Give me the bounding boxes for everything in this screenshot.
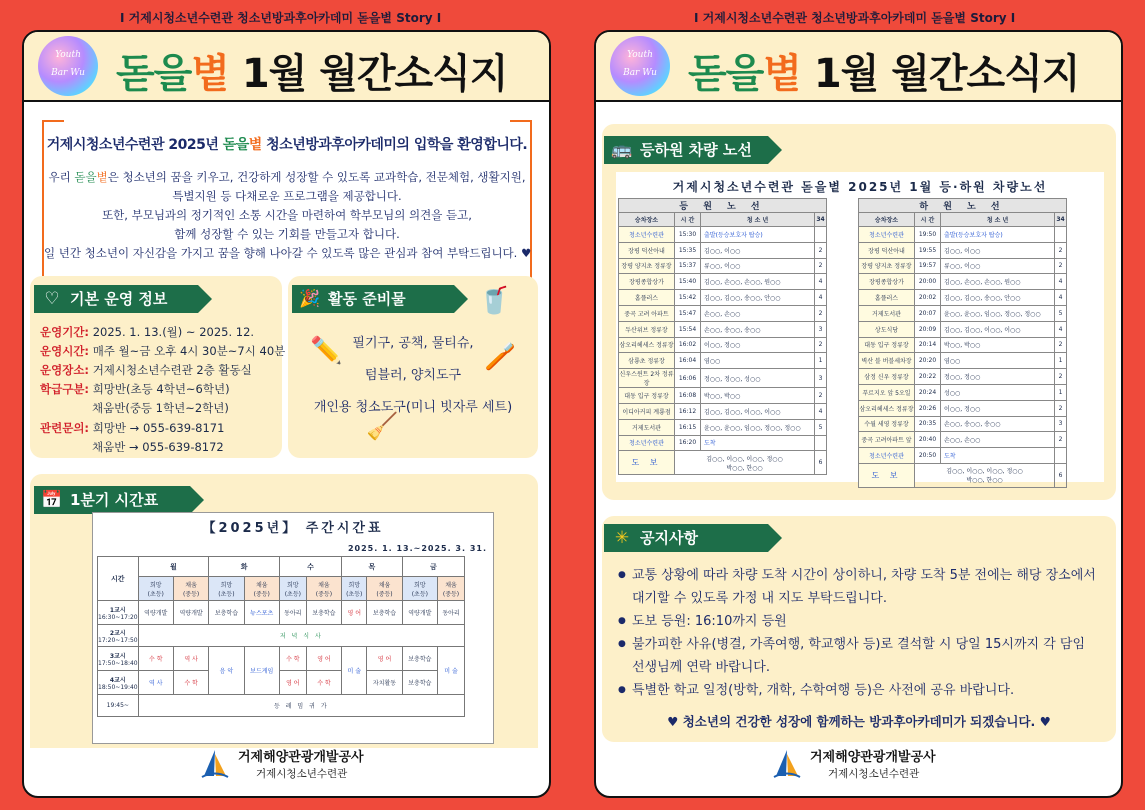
- closing-message: ♥ 청소년의 건강한 성장에 함께하는 방과후아카데미가 되겠습니다. ♥: [667, 714, 1051, 729]
- welcome-heading: 거제시청소년수련관 2025년 돋을볕 청소년방과후아카데미의 입학을 환영합니다.: [46, 137, 528, 153]
- broom-icon: 🧹: [366, 412, 399, 442]
- route-row: 삼오리헤세스 정류장 16:02 이○○, 정○○ 2: [619, 337, 827, 353]
- basic-info-card: [30, 276, 286, 458]
- basic-info-tag: ♡ 기본 운영 정보: [34, 285, 198, 313]
- route-row: 장평 덕산아내 19:55 김○○, 이○○ 2: [859, 242, 1067, 258]
- page-title: 돋을볕 1월 월간소식지: [688, 51, 1080, 97]
- route-row: 삼오리헤세스 정류장 20:26 이○○, 정○○ 2: [859, 400, 1067, 416]
- weekly-timetable: [92, 512, 494, 744]
- supplies-line3: 개인용 청소도구(미니 빗자루 세트): [313, 400, 513, 415]
- top-banner: I 거제시청소년수련관 청소년방과후아카데미 돋을볕 Story I: [694, 11, 1016, 25]
- footer: [596, 742, 1121, 786]
- info-contact-2: 채움반 → 055-639-8172: [92, 440, 224, 454]
- info-class-2: 채움반(중등 1학년~2학년): [92, 401, 229, 415]
- timetable-title: 【2025년】 주간시간표: [202, 521, 384, 536]
- supplies-tag: 🎉 활동 준비물: [292, 285, 454, 313]
- route-row: 이디아커피 계룡점 16:12 김○○, 김○○, 이○○, 이○○ 4: [619, 403, 827, 419]
- header: [24, 32, 549, 102]
- route-row: 푸르지오 앞 5오일 20:24 성○○ 1: [859, 384, 1067, 400]
- calendar-icon: 📅: [41, 490, 63, 510]
- route-row: 청소년수련관 16:20 도착: [619, 435, 827, 451]
- right-page: [594, 30, 1123, 798]
- center-name: 거제시청소년수련관: [828, 768, 920, 780]
- route-card: [602, 124, 1116, 500]
- welcome-body: 우리 돋을볕은 청소년의 꿈을 키우고, 건강하게 성장할 수 있도록 교과학습, 전문체험, 생활지원, 특별지원 등 다채로운 프로그램을 제공합니다. 또한, 부모님과의 정기적인 소통 시간을 마련하여 학부모님의 의견을 듣고, 함께 성장할 수 있는 기회를 만들고자 합니다. 일 년간 청소년이 자신감을 가지고 꿈을 향해 나아갈 수 있도록 많은 관심과 참여 부탁드립니다. ♥: [44, 170, 532, 260]
- center-name: 거제시청소년수련관: [256, 768, 348, 780]
- header: [596, 32, 1121, 102]
- company-logo: [200, 746, 230, 780]
- company-logo: [772, 746, 802, 780]
- route-row: 청소년수련관 15:30 출발(등승보호자 탑승): [619, 227, 827, 243]
- route-row: 장평 양지초 정류장 15:37 류○○, 이○○ 2: [619, 258, 827, 274]
- sparkle-icon: ✳: [614, 528, 630, 548]
- dropoff-table: 하 원 노 선 승차장소 시 간 청 소 년 34 청소년수련관 19:50 출발(등승보호자 탑승) 장평 덕산아내 19:55 김○○, 이○○ 2 장평 양지초 정류장 19:57 류○○, 이○○ 2 장평종합상가 20:00 김○○, 손○○, 손○○, 원○○ 4 홈플러스 20:02 김○○, 김○○, 송○○, 안○○ 4 거제도서관 20:07 윤○○, 윤○○, 임○○, 정○○, 정○○ 5 상도식당 20:09 김○○, 김○○, 이○○, 이○○ 4 대동 입구 정류장 20:14 박○○, 박○○ 2 벽산 블 버블세차장 20:20 염○○ 1 삼정 신우 정류장 20:22 정○○, 정○○ 2 푸르지오 앞 5오일 20:24 성○○ 1 삼오리헤세스 정류장 20:26 이○○, 정○○ 2 수월 세영 정류장 20:35 손○○, 송○○, 송○○ 3 중곡 고려아파트 앞 20:40 손○○, 손○○ 2 청소년수련관 20:50 도착 도 보 김○○, 이○○, 이○○, 정○○ 박○○, 한○○ 6: [858, 198, 1067, 488]
- company-name: 거제해양관광개발공사: [810, 750, 936, 765]
- timetable-grid: 시간 월 화 수 목 금 희망 (초등) 채움 (중등) 희망 (초등) 채움 (중등) 희망 (초등) 채움 (중등) 희망 (초등) 채움 (중등) 희망 (초등) 채움 (중등) 1교시 16:30~17:20 역량개발 역량개발 보충학습 뉴스포츠 동아리 보충학습 영 어 보충학습 역량개발 동아리 2교시 17:20~17:50 저 녁 식 사 3교시 17:50~18:40 수 학 역 사 음 악 보드게임 수 학 영 어 미 술 영 어 보충학습 미 술 4교시 18:50~19:40 역 사 수 학 영 어 수 학 자치활동 보충학습 19:45~ 등 레 밈 귀 가: [97, 556, 465, 717]
- route-row: 청소년수련관 20:50 도착: [859, 448, 1067, 464]
- route-row: 상도식당 20:09 김○○, 김○○, 이○○, 이○○ 4: [859, 321, 1067, 337]
- route-row: 홈플러스 15:42 김○○, 김○○, 송○○, 안○○ 4: [619, 290, 827, 306]
- route-table: [616, 172, 1104, 485]
- heart-icon: ♡: [44, 289, 60, 309]
- route-row: 거제도서관 20:07 윤○○, 윤○○, 임○○, 정○○, 정○○ 5: [859, 305, 1067, 321]
- route-row: 신우스윈트 2차 정류장 16:06 정○○, 정○○, 성○○ 3: [619, 369, 827, 388]
- notice-item: ● 도보 등원: 16:10까지 등원: [618, 610, 1118, 633]
- tumbler-icon: 🥤: [478, 286, 511, 316]
- toothbrush-icon: 🪥: [484, 342, 517, 372]
- route-row: 장평 양지초 정류장 19:57 류○○, 이○○ 2: [859, 258, 1067, 274]
- route-row: 삼정 신우 정류장 20:22 정○○, 정○○ 2: [859, 369, 1067, 385]
- pickup-table: 등 원 노 선 승차장소 시 간 청 소 년 34 청소년수련관 15:30 출발(등승보호자 탑승) 장평 덕산아내 15:35 김○○, 이○○ 2 장평 양지초 정류장 15:37 류○○, 이○○ 2 장평종합상가 15:40 김○○, 손○○, 손○○, 원○○ 4 홈플러스 15:42 김○○, 김○○, 송○○, 안○○ 4 중곡 고려 아파트 15:47 손○○, 손○○ 2 두산위브 정류장 15:54 손○○, 송○○, 송○○ 3 삼오리헤세스 정류장 16:02 이○○, 정○○ 2 삼룡초 정류장 16:04 염○○ 1 신우스윈트 2차 정류장 16:06 정○○, 정○○, 성○○ 3 대동 입구 정류장 16:08 박○○, 박○○ 2 이디아커피 계룡점 16:12 김○○, 김○○, 이○○, 이○○ 4 거제도서관 16:15 윤○○, 윤○○, 임○○, 정○○, 정○○ 5 청소년수련관 16:20 도착 도 보 김○○, 이○○, 이○○, 정○○ 박○○, 한○○ 6: [618, 198, 827, 475]
- info-place: 운영장소: 거제시청소년수련관 2층 활동실: [40, 363, 252, 377]
- timetable-date: 2025. 1. 13.~2025. 3. 31.: [347, 544, 487, 553]
- supplies-line2: 텀블러, 양치도구: [364, 368, 462, 383]
- route-row: 중곡 고려아파트 앞 20:40 손○○, 손○○ 2: [859, 432, 1067, 448]
- info-hours: 운영시간: 매주 월~금 오후 4시 30분~7시 40분: [40, 344, 286, 358]
- notice-card: [602, 516, 1116, 742]
- supplies-line1: 필기구, 공책, 물티슈,: [352, 336, 474, 351]
- route-row: 홈플러스 20:02 김○○, 김○○, 송○○, 안○○ 4: [859, 290, 1067, 306]
- route-row: 장평 덕산아내 15:35 김○○, 이○○ 2: [619, 242, 827, 258]
- timetable-card: [30, 474, 538, 748]
- route-title: 거제시청소년수련관 돋을볕 2025년 1월 등·하원 차량노선: [672, 180, 1048, 194]
- route-row: 대동 입구 정류장 20:14 박○○, 박○○ 2: [859, 337, 1067, 353]
- route-row: 장평종합상가 15:40 김○○, 손○○, 손○○, 원○○ 4: [619, 274, 827, 290]
- notice-list: [618, 564, 1118, 702]
- company-name: 거제해양관광개발공사: [238, 750, 364, 765]
- timetable-tag: 📅 1분기 시간표: [34, 486, 190, 514]
- route-row: 벽산 블 버블세차장 20:20 염○○ 1: [859, 353, 1067, 369]
- route-row: 청소년수련관 19:50 출발(등승보호자 탑승): [859, 227, 1067, 243]
- notice-tag: ✳ 공지사항: [604, 524, 768, 552]
- route-row: 대동 입구 정류장 16:08 박○○, 박○○ 2: [619, 388, 827, 404]
- youth-logo: Youth Bar Wu: [610, 36, 670, 96]
- notice-item: ● 불가피한 사유(병결, 가족여행, 학교행사 등)로 결석할 시 당일 15시까지 각 담임 선생님께 연락 바랍니다.: [618, 633, 1118, 679]
- welcome-box: [42, 120, 532, 288]
- info-period: 운영기간: 2025. 1. 13.(월) ~ 2025. 12.: [40, 325, 255, 339]
- youth-logo: Youth Bar Wu: [38, 36, 98, 96]
- route-row: 삼룡초 정류장 16:04 염○○ 1: [619, 353, 827, 369]
- pencil-case-icon: ✏️: [310, 336, 343, 366]
- info-class: 학급구분: 희망반(초등 4학년~6학년): [40, 382, 230, 396]
- route-row: 두산위브 정류장 15:54 손○○, 송○○, 송○○ 3: [619, 321, 827, 337]
- top-banner: I 거제시청소년수련관 청소년방과후아카데미 돋을볕 Story I: [120, 11, 442, 25]
- left-page: [22, 30, 551, 798]
- route-row: 거제도서관 16:15 윤○○, 윤○○, 임○○, 정○○, 정○○ 5: [619, 419, 827, 435]
- info-contact: 관련문의: 희망반 → 055-639-8171: [40, 421, 225, 435]
- notice-item: ● 특별한 학교 일정(방학, 개학, 수학여행 등)은 사전에 공유 바랍니다.: [618, 679, 1118, 702]
- route-tag: 🚌 등하원 차량 노선: [604, 136, 768, 164]
- supplies-card: [288, 276, 538, 458]
- route-row: 중곡 고려 아파트 15:47 손○○, 손○○ 2: [619, 305, 827, 321]
- route-walk-row: 도 보 김○○, 이○○, 이○○, 정○○ 박○○, 한○○ 6: [619, 451, 827, 475]
- notice-item: ● 교통 상황에 따라 차량 도착 시간이 상이하니, 차량 도착 5분 전에는 해당 장소에서 대기할 수 있도록 가정 내 지도 부탁드립니다.: [618, 564, 1118, 610]
- bus-icon: 🚌: [611, 140, 633, 160]
- footer: [24, 742, 549, 786]
- party-popper-icon: 🎉: [299, 289, 321, 309]
- route-walk-row: 도 보 김○○, 이○○, 이○○, 정○○ 박○○, 한○○ 6: [859, 463, 1067, 487]
- route-row: 장평종합상가 20:00 김○○, 손○○, 손○○, 원○○ 4: [859, 274, 1067, 290]
- route-row: 수월 세영 정류장 20:35 손○○, 송○○, 송○○ 3: [859, 416, 1067, 432]
- page-title: 돋을볕 1월 월간소식지: [116, 51, 508, 97]
